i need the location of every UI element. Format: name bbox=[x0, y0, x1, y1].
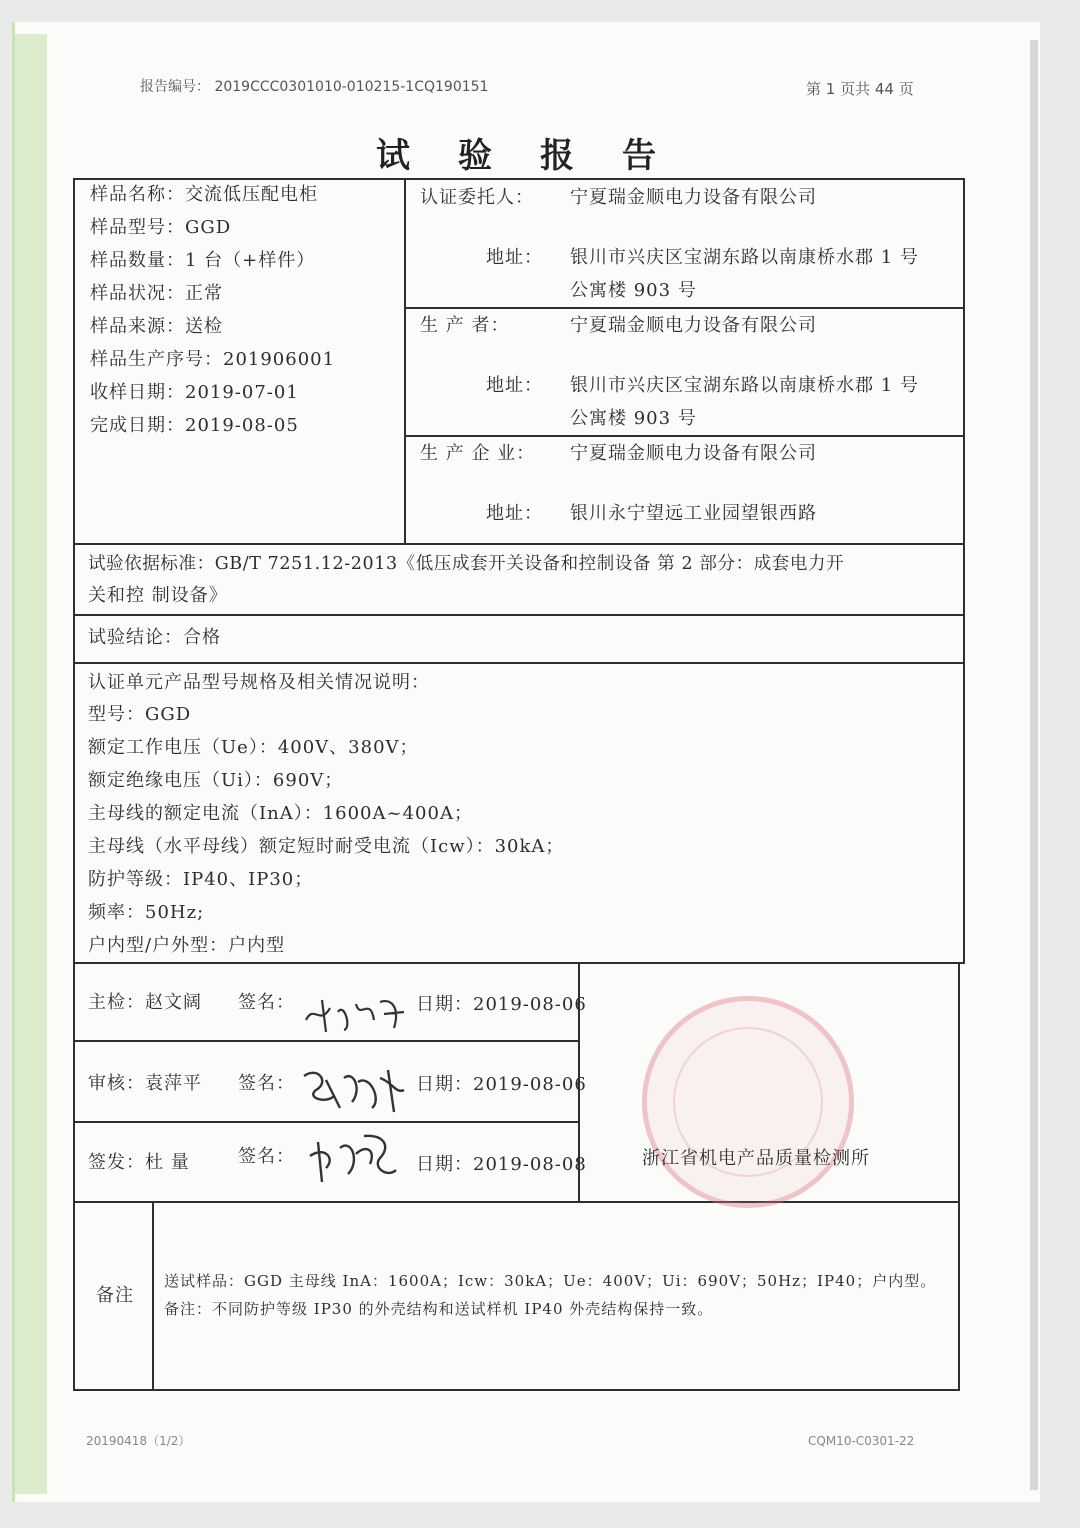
remarks-line1: 送试样品：GGD 主母线 InA：1600A；Icw：30kA；Ue：400V；Ui：690V；50Hz；IP40；户内型。 bbox=[164, 1272, 937, 1290]
issuer-signature bbox=[300, 1128, 400, 1190]
spec-frequency: 频率：50Hz; bbox=[88, 902, 205, 923]
maker-address-line1: 银川市兴庆区宝湖东路以南康桥水郡 1 号 bbox=[570, 375, 919, 396]
report-number: 报告编号： 2019CCC0301010-010215-1CQ190151 bbox=[140, 79, 489, 95]
page-edge-shadow bbox=[1030, 40, 1038, 1490]
reviewer-signature bbox=[296, 1060, 412, 1120]
spec-busbar-current: 主母线的额定电流（InA）：1600A~400A； bbox=[88, 803, 473, 824]
test-standard-line2: 关和控 制设备》 bbox=[88, 585, 228, 606]
factory-address-label: 地址： bbox=[486, 503, 543, 524]
test-conclusion: 试验结论：合格 bbox=[88, 627, 221, 648]
sample-name: 样品名称：交流低压配电柜 bbox=[90, 184, 318, 205]
client-label: 认证委托人： bbox=[420, 187, 534, 208]
maker-address-label: 地址： bbox=[486, 375, 543, 396]
sample-condition: 样品状况：正常 bbox=[90, 283, 223, 304]
footer-form-code: CQM10-C0301-22 bbox=[808, 1434, 915, 1448]
maker-label: 生 产 者： bbox=[420, 315, 510, 336]
remarks-label: 备注 bbox=[96, 1285, 134, 1306]
sample-quantity: 样品数量：1 台（+样件） bbox=[90, 250, 316, 271]
institute-name: 浙江省机电产品质量检测所 bbox=[642, 1148, 870, 1169]
spec-rated-voltage: 额定工作电压（Ue）：400V、380V； bbox=[88, 737, 419, 758]
inspection-seal bbox=[642, 996, 854, 1208]
page-counter: 第 1 页共 44 页 bbox=[806, 80, 914, 98]
issuer-date: 日期：2019-08-08 bbox=[416, 1154, 587, 1175]
spec-model: 型号：GGD bbox=[88, 704, 192, 725]
client-address-line1: 银川市兴庆区宝湖东路以南康桥水郡 1 号 bbox=[570, 247, 919, 268]
factory-label: 生 产 企 业： bbox=[420, 443, 536, 464]
page-title: 试验报告 bbox=[376, 136, 704, 176]
remarks-line2: 备注：不同防护等级 IP30 的外壳结构和送试样机 IP40 外壳结构保持一致。 bbox=[164, 1300, 714, 1318]
spec-insulation-voltage: 额定绝缘电压（Ui）：690V； bbox=[88, 770, 344, 791]
issuer-name: 签发：杜 量 bbox=[88, 1152, 190, 1173]
spec-heading: 认证单元产品型号规格及相关情况说明： bbox=[88, 672, 430, 693]
inspector-sign-label: 签名： bbox=[238, 992, 295, 1013]
client-address-line2: 公寓楼 903 号 bbox=[570, 280, 697, 301]
maker-value: 宁夏瑞金顺电力设备有限公司 bbox=[570, 315, 817, 336]
footer-form-date: 20190418（1/2） bbox=[86, 1434, 191, 1448]
maker-address-line2: 公寓楼 903 号 bbox=[570, 408, 697, 429]
inspector-signature bbox=[300, 990, 412, 1036]
sample-source: 样品来源：送检 bbox=[90, 316, 223, 337]
reviewer-sign-label: 签名： bbox=[238, 1073, 295, 1094]
spec-installation-type: 户内型/户外型：户内型 bbox=[88, 935, 286, 956]
client-address-label: 地址： bbox=[486, 247, 543, 268]
spec-protection-grade: 防护等级：IP40、IP30； bbox=[88, 869, 314, 890]
factory-address: 银川永宁望远工业园望银西路 bbox=[570, 503, 817, 524]
factory-value: 宁夏瑞金顺电力设备有限公司 bbox=[570, 443, 817, 464]
sample-completed-date: 完成日期：2019-08-05 bbox=[90, 415, 299, 436]
sample-model: 样品型号：GGD bbox=[90, 217, 232, 238]
client-value: 宁夏瑞金顺电力设备有限公司 bbox=[570, 187, 817, 208]
issuer-sign-label: 签名： bbox=[238, 1146, 295, 1167]
sample-serial: 样品生产序号：201906001 bbox=[90, 349, 336, 370]
binding-strip bbox=[15, 34, 47, 1494]
spec-withstand-current: 主母线（水平母线）额定短时耐受电流（Icw）：30kA； bbox=[88, 836, 565, 857]
inspector-date: 日期：2019-08-06 bbox=[416, 994, 587, 1015]
inspector-name: 主检：赵文阔 bbox=[88, 992, 202, 1013]
reviewer-name: 审核：袁萍平 bbox=[88, 1073, 202, 1094]
reviewer-date: 日期：2019-08-06 bbox=[416, 1074, 587, 1095]
sample-received-date: 收样日期：2019-07-01 bbox=[90, 382, 299, 403]
test-standard-line1: 试验依据标准：GB/T 7251.12-2013《低压成套开关设备和控制设备 第 2 部分：成套电力开 bbox=[88, 554, 845, 574]
